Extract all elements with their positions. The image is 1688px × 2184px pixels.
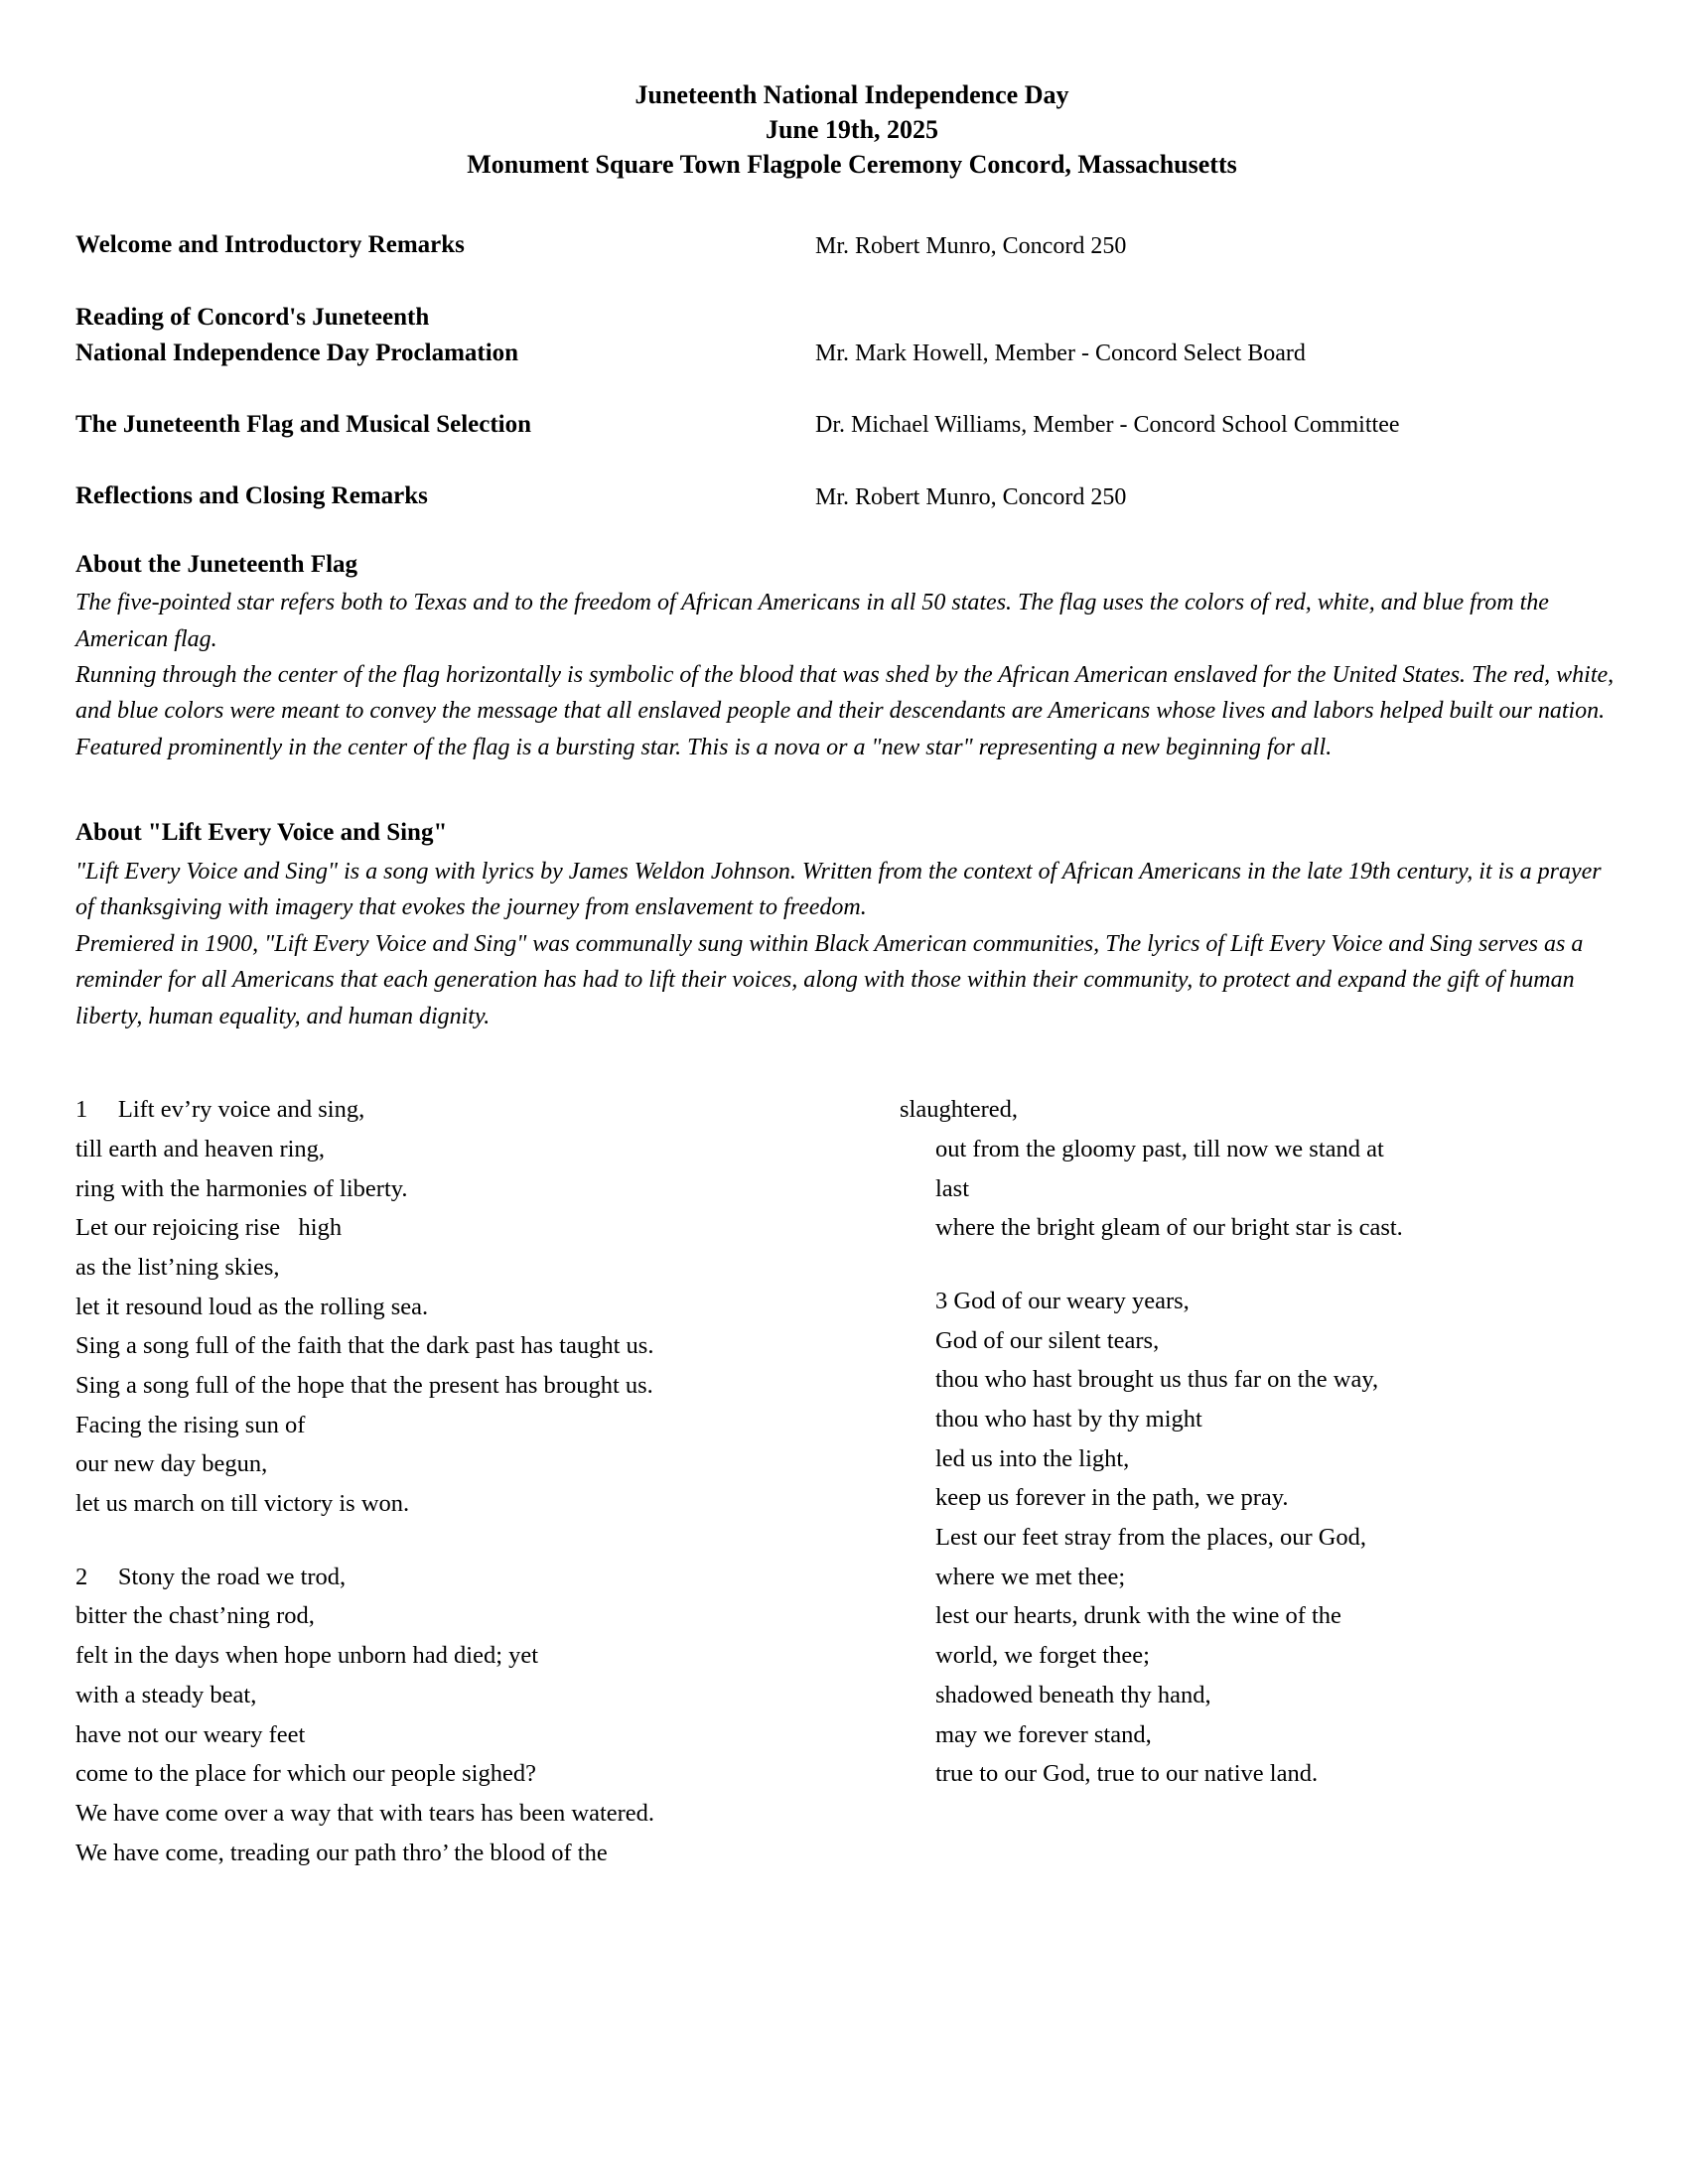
lyric-line: keep us forever in the path, we pray.	[935, 1484, 1289, 1512]
lyric-line: 3 God of our weary years,	[935, 1287, 1190, 1314]
lyrics-right-column	[900, 1090, 1628, 1872]
lyric-line: God of our silent tears,	[935, 1326, 1160, 1354]
about-flag-heading: About the Juneteenth Flag	[75, 550, 358, 578]
about-flag-section	[75, 549, 1628, 766]
program-item-person: Mr. Robert Munro, Concord 250	[815, 232, 1127, 259]
program-row	[75, 478, 1628, 514]
program-item-title	[75, 227, 815, 263]
lyric-line: have not our weary feet	[75, 1720, 306, 1748]
about-song-paragraph: Premiered in 1900, "Lift Every Voice and Sing" was communally sung within Black American communities, The lyrics of Lift Every Voice and Sing serves as a reminder for all Americans that each generation has had to lift their voices, along with those within their community, to protect and expand the gift of human liberty, human equality, and human dignity.	[75, 930, 1584, 1029]
lyric-line: where we met thee;	[935, 1563, 1126, 1590]
about-flag-paragraph: Featured prominently in the center of the flag is a bursting star. This is a nova or a "new star" representing a new beginning for all.	[75, 734, 1333, 760]
header-title-line: Juneteenth National Independence Day	[634, 80, 1069, 109]
lyric-line: let it resound loud as the rolling sea.	[75, 1293, 429, 1320]
lyrics-verse-1	[75, 1090, 900, 1524]
lyric-line: out from the gloomy past, till now we stand at	[935, 1135, 1384, 1162]
program-item-title	[75, 407, 815, 443]
lyric-line: 2 Stony the road we trod,	[75, 1563, 347, 1590]
program-item-title-line1: Reflections and Closing Remarks	[75, 482, 428, 510]
program-row	[75, 407, 1628, 443]
lyric-line: where the bright gleam of our bright star is cast.	[935, 1214, 1403, 1242]
program-item-title	[75, 478, 815, 514]
about-song-heading: About "Lift Every Voice and Sing"	[75, 819, 448, 847]
lyric-line: thou who hast by thy might	[935, 1406, 1202, 1433]
about-song-paragraph: "Lift Every Voice and Sing" is a song with lyrics by James Weldon Johnson. Written from the context of African Americans in the late 19th century, it is a prayer of thanksgiving with imagery that evokes the journey from enslavement to freedom.	[75, 858, 1602, 921]
program-item-title-line1: The Juneteenth Flag and Musical Selection	[75, 411, 532, 439]
lyrics-left-column	[75, 1090, 900, 1872]
lyric-line: last	[935, 1174, 970, 1202]
program-row	[75, 300, 1628, 372]
program-item-title	[75, 300, 815, 372]
lyric-line: slaughtered,	[900, 1096, 1019, 1124]
lyric-line: We have come over a way that with tears has been watered.	[75, 1799, 655, 1827]
about-flag-paragraph: Running through the center of the flag horizontally is symbolic of the blood that was shed by the African American enslaved for the United States. The red, white, and blue colors were meant to convey the message that all enslaved people and their descendants are Americans whose lives and labors helped built our nation.	[75, 661, 1615, 725]
about-song-body	[75, 854, 1624, 1034]
lyric-line: felt in the days when hope unborn had died; yet	[75, 1642, 539, 1670]
program-item-title-line1: Reading of Concord's Juneteenth	[75, 303, 430, 331]
lyric-line: may we forever stand,	[935, 1720, 1152, 1748]
lyric-line: Sing a song full of the faith that the dark past has taught us.	[75, 1332, 654, 1360]
lyric-line: Let our rejoicing rise high	[75, 1214, 343, 1242]
program-row	[75, 227, 1628, 263]
lyric-line: thou who hast brought us thus far on the way,	[935, 1366, 1379, 1394]
lyrics-verse-3	[900, 1282, 1628, 1794]
program-list	[75, 227, 1628, 514]
lyrics-section	[75, 1090, 1628, 1872]
lyric-line: led us into the light,	[935, 1444, 1130, 1472]
lyric-line: lest our hearts, drunk with the wine of the	[935, 1602, 1341, 1630]
lyric-line: our new day begun,	[75, 1450, 268, 1478]
lyric-line: We have come, treading our path thro’ the blood of the	[75, 1839, 608, 1866]
lyric-line: world, we forget thee;	[935, 1642, 1150, 1670]
lyric-line: 1 Lift ev’ry voice and sing,	[75, 1096, 365, 1124]
about-flag-paragraph: The five-pointed star refers both to Texas and to the freedom of African Americans in all 50 states. The flag uses the colors of red, white, and blue from the American flag.	[75, 590, 1549, 652]
lyric-line: with a steady beat,	[75, 1681, 257, 1708]
lyric-line: ring with the harmonies of liberty.	[75, 1174, 408, 1202]
lyric-line: Lest our feet stray from the places, our God,	[935, 1524, 1367, 1552]
lyric-line: as the list’ning skies,	[75, 1253, 280, 1281]
lyric-line: true to our God, true to our native land.	[935, 1760, 1319, 1788]
lyrics-verse-2	[75, 1558, 900, 1873]
program-item-person: Mr. Robert Munro, Concord 250	[815, 483, 1127, 510]
header-location-line: Monument Square Town Flagpole Ceremony Concord, Massachusetts	[467, 150, 1237, 180]
about-song-section	[75, 817, 1628, 1034]
program-item-title-line1: Welcome and Introductory Remarks	[75, 231, 465, 259]
about-flag-body	[75, 585, 1624, 765]
document-header	[75, 77, 1628, 182]
lyrics-verse-2-continued	[900, 1090, 1628, 1248]
lyric-line: Sing a song full of the hope that the present has brought us.	[75, 1372, 653, 1400]
lyric-line: shadowed beneath thy hand,	[935, 1681, 1211, 1708]
lyric-line: till earth and heaven ring,	[75, 1135, 326, 1162]
lyric-line: Facing the rising sun of	[75, 1411, 306, 1438]
program-item-person: Mr. Mark Howell, Member - Concord Select Board	[815, 341, 1306, 367]
lyric-line: come to the place for which our people sighed?	[75, 1760, 536, 1788]
program-item-person: Dr. Michael Williams, Member - Concord School Committee	[815, 412, 1400, 439]
header-date-line: June 19th, 2025	[765, 115, 939, 145]
lyric-line: bitter the chast’ning rod,	[75, 1602, 315, 1630]
lyric-line: let us march on till victory is won.	[75, 1490, 410, 1518]
program-item-title-line2: National Independence Day Proclamation	[75, 339, 519, 366]
